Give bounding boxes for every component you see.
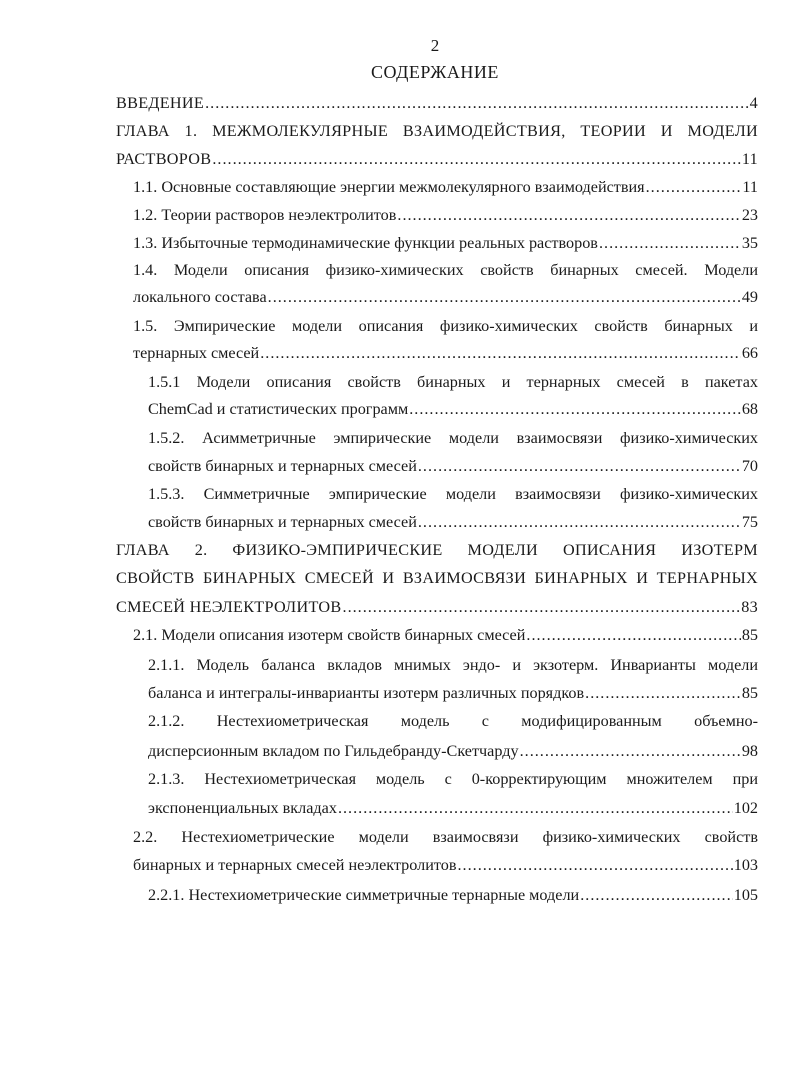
toc-section-2-1[interactable]: [133, 625, 758, 645]
toc-section-1-5-1[interactable]: [148, 399, 758, 419]
toc-section-2-1-2[interactable]: [148, 741, 758, 761]
toc-chapter-2-line1[interactable]: ГЛАВА 2. ФИЗИКО-ЭМПИРИЧЕСКИЕ МОДЕЛИ ОПИСАНИЯ ИЗОТЕРМ: [116, 541, 758, 559]
toc-section-1-2[interactable]: [133, 205, 758, 225]
toc-section-1-4-line1[interactable]: 1.4. Модели описания физико-химических свойств бинарных смесей. Модели: [133, 261, 758, 279]
toc-page-number: 11: [742, 178, 758, 196]
toc-entry-text: баланса и интегралы-инварианты изотерм различных порядков: [148, 684, 585, 702]
toc-section-1-5-line1[interactable]: 1.5. Эмпирические модели описания физико-химических свойств бинарных и: [133, 317, 758, 335]
toc-leader: [646, 177, 742, 197]
toc-page-number: 11: [741, 150, 758, 168]
toc-section-2-1-3-line1[interactable]: 2.1.3. Нестехиометрическая модель с 0-корректирующим множителем при: [148, 770, 758, 788]
toc-leader: [205, 93, 749, 113]
toc-page-number: 70: [741, 457, 758, 475]
toc-section-1-5-2[interactable]: [148, 456, 758, 476]
toc-chapter-2-line2[interactable]: СВОЙСТВ БИНАРНЫХ СМЕСЕЙ И ВЗАИМОСВЯЗИ БИНАРНЫХ И ТЕРНАРНЫХ: [116, 569, 758, 587]
toc-section-1-4[interactable]: [133, 287, 758, 307]
toc-section-1-5-3[interactable]: [148, 512, 758, 532]
toc-leader: [260, 343, 741, 363]
toc-chapter-2[interactable]: [116, 597, 758, 617]
toc-leader: [409, 399, 741, 419]
toc-page-number: 85: [741, 684, 758, 702]
toc-chapter-1-line1[interactable]: ГЛАВА 1. МЕЖМОЛЕКУЛЯРНЫЕ ВЗАИМОДЕЙСТВИЯ, ТЕОРИИ И МОДЕЛИ: [116, 122, 758, 140]
toc-leader: [520, 741, 741, 761]
toc-entry-text: 1.3. Избыточные термодинамические функции реальных растворов: [133, 234, 598, 252]
toc-entry-text: свойств бинарных и тернарных смесей: [148, 457, 417, 475]
toc-page-number: 83: [741, 598, 758, 616]
toc-page-number: 68: [741, 400, 758, 418]
toc-leader: [458, 855, 733, 875]
toc-page-number: 4: [749, 94, 758, 112]
toc-leader: [418, 456, 741, 476]
toc-entry-text: тернарных смесей: [133, 344, 260, 362]
toc-page-number: 75: [741, 513, 758, 531]
toc-leader: [338, 798, 733, 818]
toc-leader: [526, 625, 740, 645]
toc-entry-text: 1.2. Теории растворов неэлектролитов: [133, 206, 397, 224]
toc-section-1-5[interactable]: [133, 343, 758, 363]
toc-entry-text: СМЕСЕЙ НЕЭЛЕКТРОЛИТОВ: [116, 598, 342, 616]
page-number: 2: [430, 36, 440, 55]
toc-leader: [212, 149, 740, 169]
toc-entry-text: ВВЕДЕНИЕ: [116, 94, 205, 112]
toc-entry-text: 2.2.1. Нестехиометрические симметричные тернарные модели: [148, 886, 580, 904]
toc-section-2-1-1-line1[interactable]: 2.1.1. Модель баланса вкладов мнимых эндо- и экзотерм. Инварианты модели: [148, 656, 758, 674]
toc-entry-text: 1.1. Основные составляющие энергии межмолекулярного взаимодействия: [133, 178, 645, 196]
toc-entry-text: свойств бинарных и тернарных смесей: [148, 513, 417, 531]
toc-entry-text: экспоненциальных вкладах: [148, 799, 337, 817]
toc-section-1-3[interactable]: [133, 233, 758, 253]
toc-section-1-5-1-line1[interactable]: 1.5.1 Модели описания свойств бинарных и тернарных смесей в пакетах: [148, 373, 758, 391]
toc-section-2-1-3[interactable]: [148, 798, 758, 818]
toc-leader: [397, 205, 740, 225]
toc-page-number: 85: [741, 626, 758, 644]
toc-page-number: 102: [733, 799, 758, 817]
toc-section-2-1-2-line1[interactable]: 2.1.2. Нестехиометрическая модель с модифицированным объемно-: [148, 712, 758, 730]
toc-section-2-2-line1[interactable]: 2.2. Нестехиометрические модели взаимосвязи физико-химических свойств: [133, 828, 758, 846]
toc-page-number: 105: [733, 886, 758, 904]
toc-section-1-5-2-line1[interactable]: 1.5.2. Асимметричные эмпирические модели взаимосвязи физико-химических: [148, 429, 758, 447]
toc-leader: [599, 233, 741, 253]
toc-entry-text: РАСТВОРОВ: [116, 150, 212, 168]
toc-page-number: 23: [741, 206, 758, 224]
toc-page-number: 49: [741, 288, 758, 306]
toc-section-2-1-1[interactable]: [148, 683, 758, 703]
toc-entry-text: бинарных и тернарных смесей неэлектролитов: [133, 856, 457, 874]
toc-leader: [418, 512, 741, 532]
toc-section-1-5-3-line1[interactable]: 1.5.3. Симметричные эмпирические модели взаимосвязи физико-химических: [148, 485, 758, 503]
toc-entry-text: локального состава: [133, 288, 267, 306]
toc-entry-text: 2.1. Модели описания изотерм свойств бинарных смесей: [133, 626, 526, 644]
toc-section-2-2[interactable]: [133, 855, 758, 875]
toc-entry-text: дисперсионным вкладом по Гильдебранду-Скетчарду: [148, 742, 519, 760]
toc-leader: [268, 287, 741, 307]
toc-page-number: 66: [741, 344, 758, 362]
page-title: СОДЕРЖАНИЕ: [371, 62, 499, 82]
toc-section-1-1[interactable]: [133, 177, 758, 197]
toc-leader: [343, 597, 741, 617]
toc-section-2-2-1[interactable]: [148, 885, 758, 905]
toc-leader: [585, 683, 741, 703]
toc-chapter-1[interactable]: [116, 149, 758, 169]
toc-page-number: 98: [741, 742, 758, 760]
toc-page-number: 103: [733, 856, 758, 874]
toc-entry-intro[interactable]: [116, 93, 758, 113]
toc-entry-text: ChemCad и статистических программ: [148, 400, 409, 418]
toc-page-number: 35: [741, 234, 758, 252]
toc-leader: [580, 885, 733, 905]
